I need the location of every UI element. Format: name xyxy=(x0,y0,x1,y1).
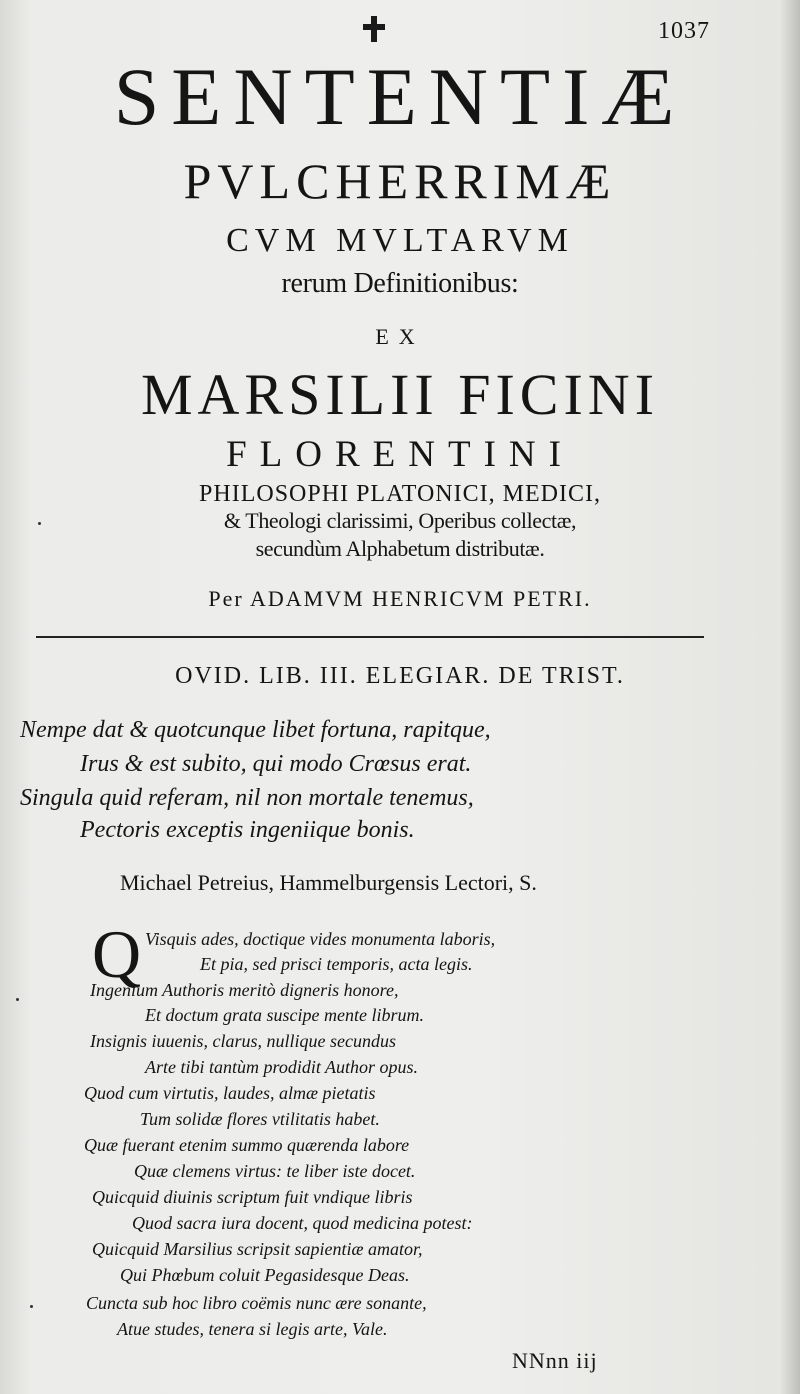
poem-line: Quicquid Marsilius scripsit sapientiæ amator, xyxy=(92,1239,423,1259)
title-origin: FLORENTINI xyxy=(226,434,574,475)
poem-line: Quicquid diuinis scriptum fuit vndique libris xyxy=(92,1187,413,1207)
epigraph-line: Pectoris exceptis ingeniique bonis. xyxy=(80,817,415,843)
poem-line: Arte tibi tantùm prodidit Author opus. xyxy=(145,1057,419,1077)
greeting: Michael Petreius, Hammelburgensis Lectori, S. xyxy=(120,870,537,895)
poem-line: Quæ fuerant etenim summo quærenda labore xyxy=(84,1135,410,1155)
poem-line: Ingenium Authoris meritò digneris honore, xyxy=(90,980,399,1000)
poem-line: Et doctum grata suscipe mente librum. xyxy=(145,1005,424,1025)
title-line-2: PVLCHERRIMÆ xyxy=(183,153,617,209)
poem-line: Quæ clemens virtus: te liber iste docet. xyxy=(134,1161,416,1181)
drop-cap: Q xyxy=(92,916,142,992)
epigraph-line: Nempe dat & quotcunque libet fortuna, rapitque, xyxy=(20,717,491,743)
poem-line: Atue studes, tenera si legis arte, Vale. xyxy=(117,1319,388,1339)
poem-line: Cuncta sub hoc libro coëmis nunc ære sonante, xyxy=(86,1293,427,1313)
poem-line: Quod sacra iura docent, quod medicina potest: xyxy=(132,1213,473,1233)
poem-line: Tum solidæ flores vtilitatis habet. xyxy=(140,1109,380,1129)
epigraph-line: Singula quid referam, nil non mortale tenemus, xyxy=(20,785,474,811)
page-edge-shadow xyxy=(778,0,800,1394)
poem-line: Insignis iuuenis, clarus, nullique secundus xyxy=(90,1031,396,1051)
epigraph-source: OVID. LIB. III. ELEGIAR. DE TRIST. xyxy=(175,663,625,689)
title-author: MARSILII FICINI xyxy=(140,362,660,427)
title-line-9: & Theologi clarissimi, Operibus collectæ, xyxy=(223,508,577,533)
poem-line: Qui Phœbum coluit Pegasidesque Deas. xyxy=(120,1265,410,1285)
title-line-5: EX xyxy=(375,324,425,349)
page-number: 1037 xyxy=(658,18,710,44)
title-profession: PHILOSOPHI PLATONICI, MEDICI, xyxy=(199,481,601,507)
title-line-10: secundùm Alphabetum distributæ. xyxy=(255,536,545,561)
signature-mark: NNnn iij xyxy=(512,1348,598,1373)
poem-line: Visquis ades, doctique vides monumenta laboris, xyxy=(145,929,496,949)
divider-rule xyxy=(36,636,704,638)
epigraph-line: Irus & est subito, qui modo Crœsus erat. xyxy=(80,751,472,777)
ink-speck xyxy=(30,1305,33,1308)
poem-line: Quod cum virtutis, laudes, almæ pietatis xyxy=(84,1083,376,1103)
title-line-1: SENTENTIÆ xyxy=(113,51,687,142)
poem-line: Et pia, sed prisci temporis, acta legis. xyxy=(200,954,473,974)
title-line-4: rerum Definitionibus: xyxy=(281,268,519,299)
ink-speck xyxy=(16,998,19,1001)
title-publisher: Per ADAMVM HENRICVM PETRI. xyxy=(208,586,592,611)
ink-speck xyxy=(38,522,41,525)
title-line-3: CVM MVLTARVM xyxy=(226,222,574,259)
cross-ornament-icon xyxy=(361,14,387,44)
